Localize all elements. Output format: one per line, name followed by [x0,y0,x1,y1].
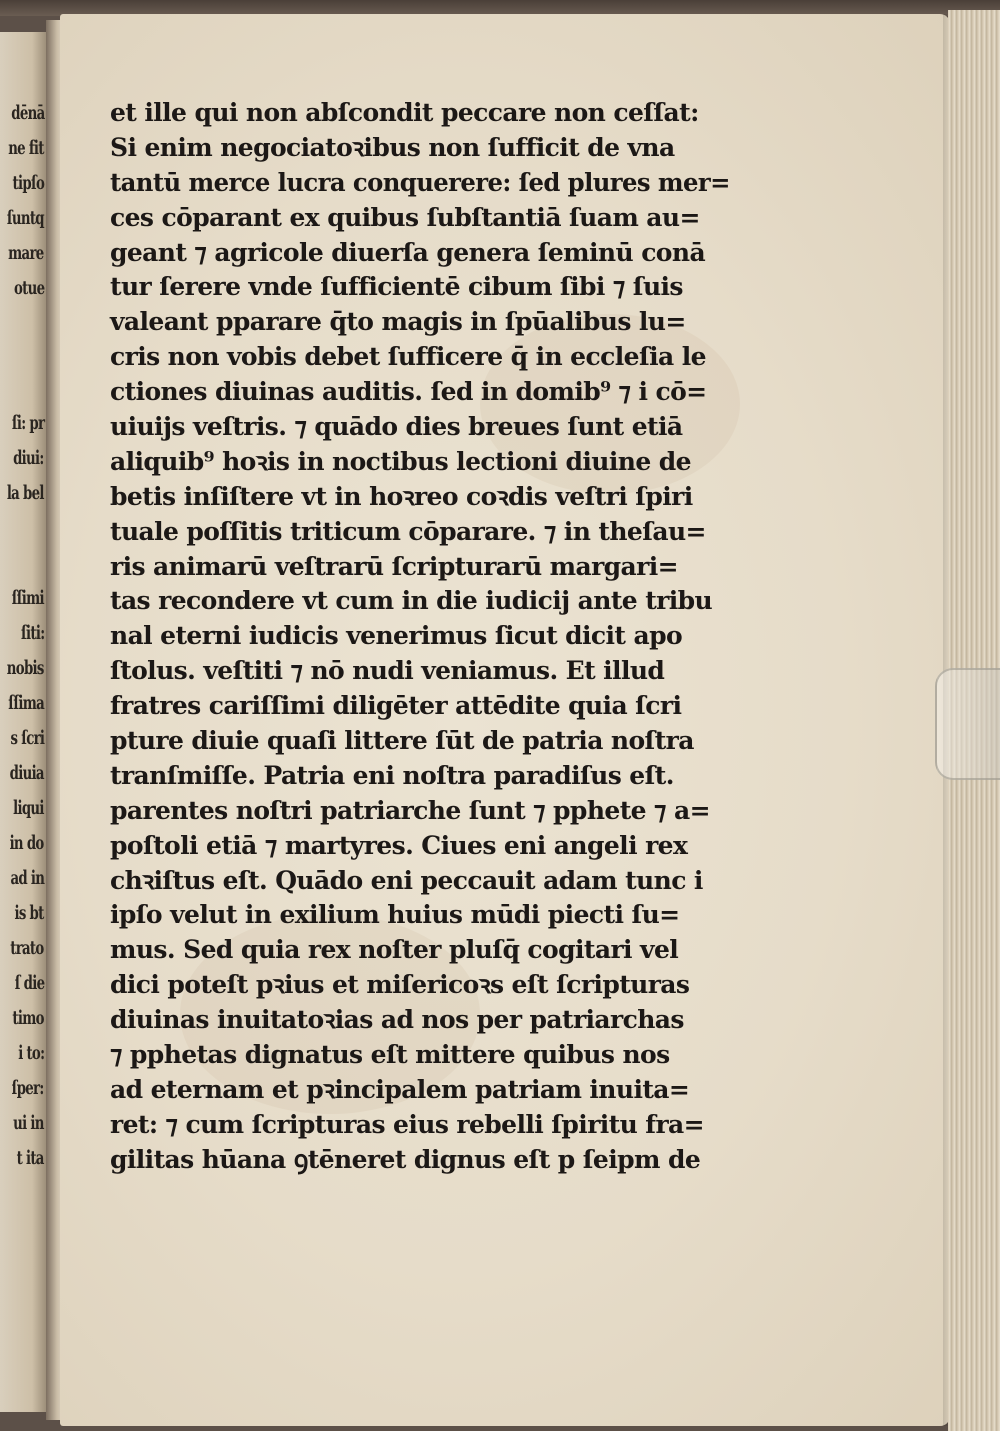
left-page-fragment: ſ die [14,972,44,994]
left-page-fragment: la bel [7,482,44,504]
left-page-fragment: ſiti: [20,622,44,644]
text-line: gilitas hūana ꝯtēneret dignus eſt p ſeipm de [110,1144,701,1174]
text-line: ris animarū veſtrarū ſcripturarū margari= [110,551,678,581]
text-line: ret: ⁊ cum ſcripturas eius rebelli ſpiritu fra= [110,1109,704,1139]
left-page-fragment: in do [9,832,44,854]
left-facing-page [0,32,46,1412]
left-page-fragment: diui: [13,447,44,469]
text-line: dici poteſt pꝛius et miſericoꝛs eſt ſcripturas [110,970,690,1000]
left-page-fragment: s ſcri [10,727,44,749]
text-line: cris non vobis debet ſufficere q̄ in eccleſia le [110,342,706,372]
left-page-fragment: ad in [10,867,44,889]
text-line: geant ⁊ agricole diuerſa genera ſeminū conā [110,237,706,267]
left-page-fragment: diuia [9,762,44,784]
left-page-fragment: otue [13,277,44,299]
text-line: poſtoli etiā ⁊ martyres. Ciues eni angeli rex [110,830,688,860]
left-page-fragment: liqui [13,797,44,819]
left-page-fragment: ſper: [12,1077,44,1099]
text-line: et ille qui non abſcondit peccare non ceſſat: [110,98,699,127]
text-line: Si enim negociatoꝛibus non ſufficit de vna [110,132,675,162]
left-page-fragment: ne fit [8,137,44,159]
text-line: pture diuie quaſi littere ſūt de patria noſtra [110,726,694,756]
text-line: mus. Sed quia rex noſter pluſq̄ cogitari vel [110,935,679,965]
text-line: ad eternam et pꝛincipalem patriam inuita= [110,1074,690,1104]
text-line: tantū merce lucra conquerere: ſed plures mer= [110,167,730,197]
text-line: valeant pparare q̄to magis in ſpūalibus lu= [110,307,686,337]
left-page-fragment: i to: [17,1042,44,1064]
left-page-fragment: ſi: pr [11,412,44,434]
left-page-fragment: ſſimi [11,587,44,609]
text-line: tur ſerere vnde ſufficientē cibum ſibi ⁊ ſuis [110,272,683,302]
text-line: uiuijs veſtris. ⁊ quādo dies breues ſunt etiā [110,412,683,442]
left-page-fragment: trato [10,937,44,959]
text-line: tuale poſſitis triticum cōparare. ⁊ in theſau= [110,516,706,546]
text-line: parentes noſtri patriarche ſunt ⁊ pphete ⁊ a= [110,795,710,825]
text-line: ⁊ pphetas dignatus eſt mittere quibus nos [110,1040,670,1070]
left-page-fragment: dēnā [10,102,44,124]
text-line: ipſo velut in exilium huius mūdi piecti ſu= [110,900,680,930]
text-line: aliquib⁹ hoꝛis in noctibus lectioni diuine de [110,446,691,476]
text-line: tranſmiſſe. Patria eni noſtra paradiſus eſt. [110,760,674,790]
text-line: ces cōparant ex quibus ſubſtantiā ſuam au= [110,202,700,232]
text-line: chꝛiſtus eſt. Quādo eni peccauit adam tunc i [110,865,703,895]
text-line: fratres cariſſimi diligēter attēdite quia ſcri [110,691,682,721]
left-page-fragment: timo [12,1007,44,1029]
page-clip [935,668,1000,780]
left-page-fragment: is bt [14,902,44,924]
text-line: nal eterni iudicis venerimus ſicut dicit apo [110,621,683,651]
page-text-block [110,96,750,1178]
left-page-fragment: nobis [7,657,44,679]
left-page-fragment: ſſima [8,692,44,714]
left-page-fragment: ui in [13,1112,44,1134]
text-line: ſtolus. veſtiti ⁊ nō nudi veniamus. Et illud [110,656,665,686]
text-line: betis inſiſtere vt in hoꝛreo coꝛdis veſtri ſpiri [110,481,693,511]
left-page-fragment: mare [8,242,44,264]
left-page-fragment: t ita [16,1147,44,1169]
text-line: ctiones diuinas auditis. ſed in domib⁹ ⁊ i cō= [110,377,707,407]
left-page-fragment: tipſo [12,172,44,194]
text-line: diuinas inuitatoꝛias ad nos per patriarchas [110,1005,684,1035]
left-page-fragment: ſuntq [6,207,44,229]
text-line: tas recondere vt cum in die iudicij ante tribu [110,586,713,616]
